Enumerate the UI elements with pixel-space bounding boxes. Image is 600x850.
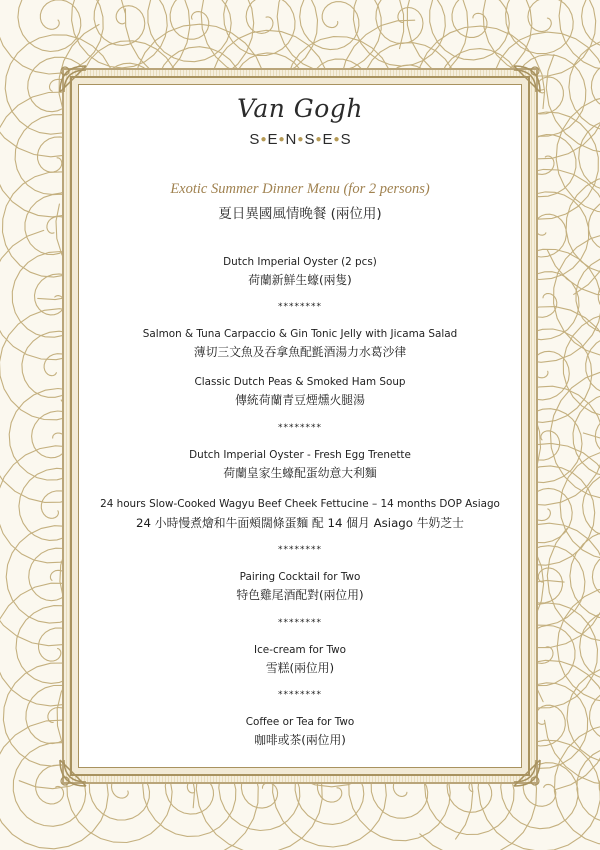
shell-ornament-icon	[56, 62, 90, 96]
course-6-chinese: 特色雞尾酒配對(兩位用)	[236, 588, 364, 602]
course-separator: ********	[278, 423, 322, 433]
course-separator: ********	[278, 302, 322, 312]
course-separator: ********	[278, 545, 322, 555]
menu-title-chinese: 夏日異國風情晚餐 (兩位用)	[218, 206, 382, 222]
brand-logo-senses: S●E●N●S●E●S	[249, 131, 351, 148]
menu-title-english: Exotic Summer Dinner Menu (for 2 persons)	[170, 181, 430, 197]
shell-ornament-icon	[56, 756, 90, 790]
course-3-chinese: 傳統荷蘭青豆煙燻火腿湯	[235, 393, 365, 407]
course-4-chinese: 荷蘭皇家生蠔配蛋幼意大利麵	[223, 466, 377, 480]
brand-logo-script: Van Gogh	[237, 94, 363, 123]
course-6-english: Pairing Cocktail for Two	[239, 571, 361, 583]
course-1-chinese: 荷蘭新鮮生蠔(兩隻)	[248, 273, 352, 287]
course-separator: ********	[278, 618, 322, 628]
course-8-chinese: 咖啡或茶(兩位用)	[254, 733, 346, 747]
course-5-english: 24 hours Slow-Cooked Wagyu Beef Cheek Fettucine – 14 months DOP Asiago	[100, 498, 500, 510]
course-3-english: Classic Dutch Peas & Smoked Ham Soup	[194, 376, 406, 388]
course-2-english: Salmon & Tuna Carpaccio & Gin Tonic Jelly with Jicama Salad	[142, 328, 458, 340]
course-7-chinese: 雪糕(兩位用)	[265, 661, 335, 675]
course-5-chinese: 24 小時慢煮燴和牛面頰闊條蛋麵 配 14 個月 Asiago 牛奶芝士	[136, 516, 464, 530]
course-separator: ********	[278, 690, 322, 700]
shell-ornament-icon	[510, 756, 544, 790]
course-4-english: Dutch Imperial Oyster - Fresh Egg Trenette	[189, 449, 411, 461]
course-7-english: Ice-cream for Two	[254, 644, 346, 656]
course-8-english: Coffee or Tea for Two	[245, 716, 355, 728]
course-2-chinese: 薄切三文魚及吞拿魚配氈酒湯力水葛沙律	[193, 345, 407, 359]
course-1-english: Dutch Imperial Oyster (2 pcs)	[223, 256, 377, 268]
shell-ornament-icon	[510, 62, 544, 96]
